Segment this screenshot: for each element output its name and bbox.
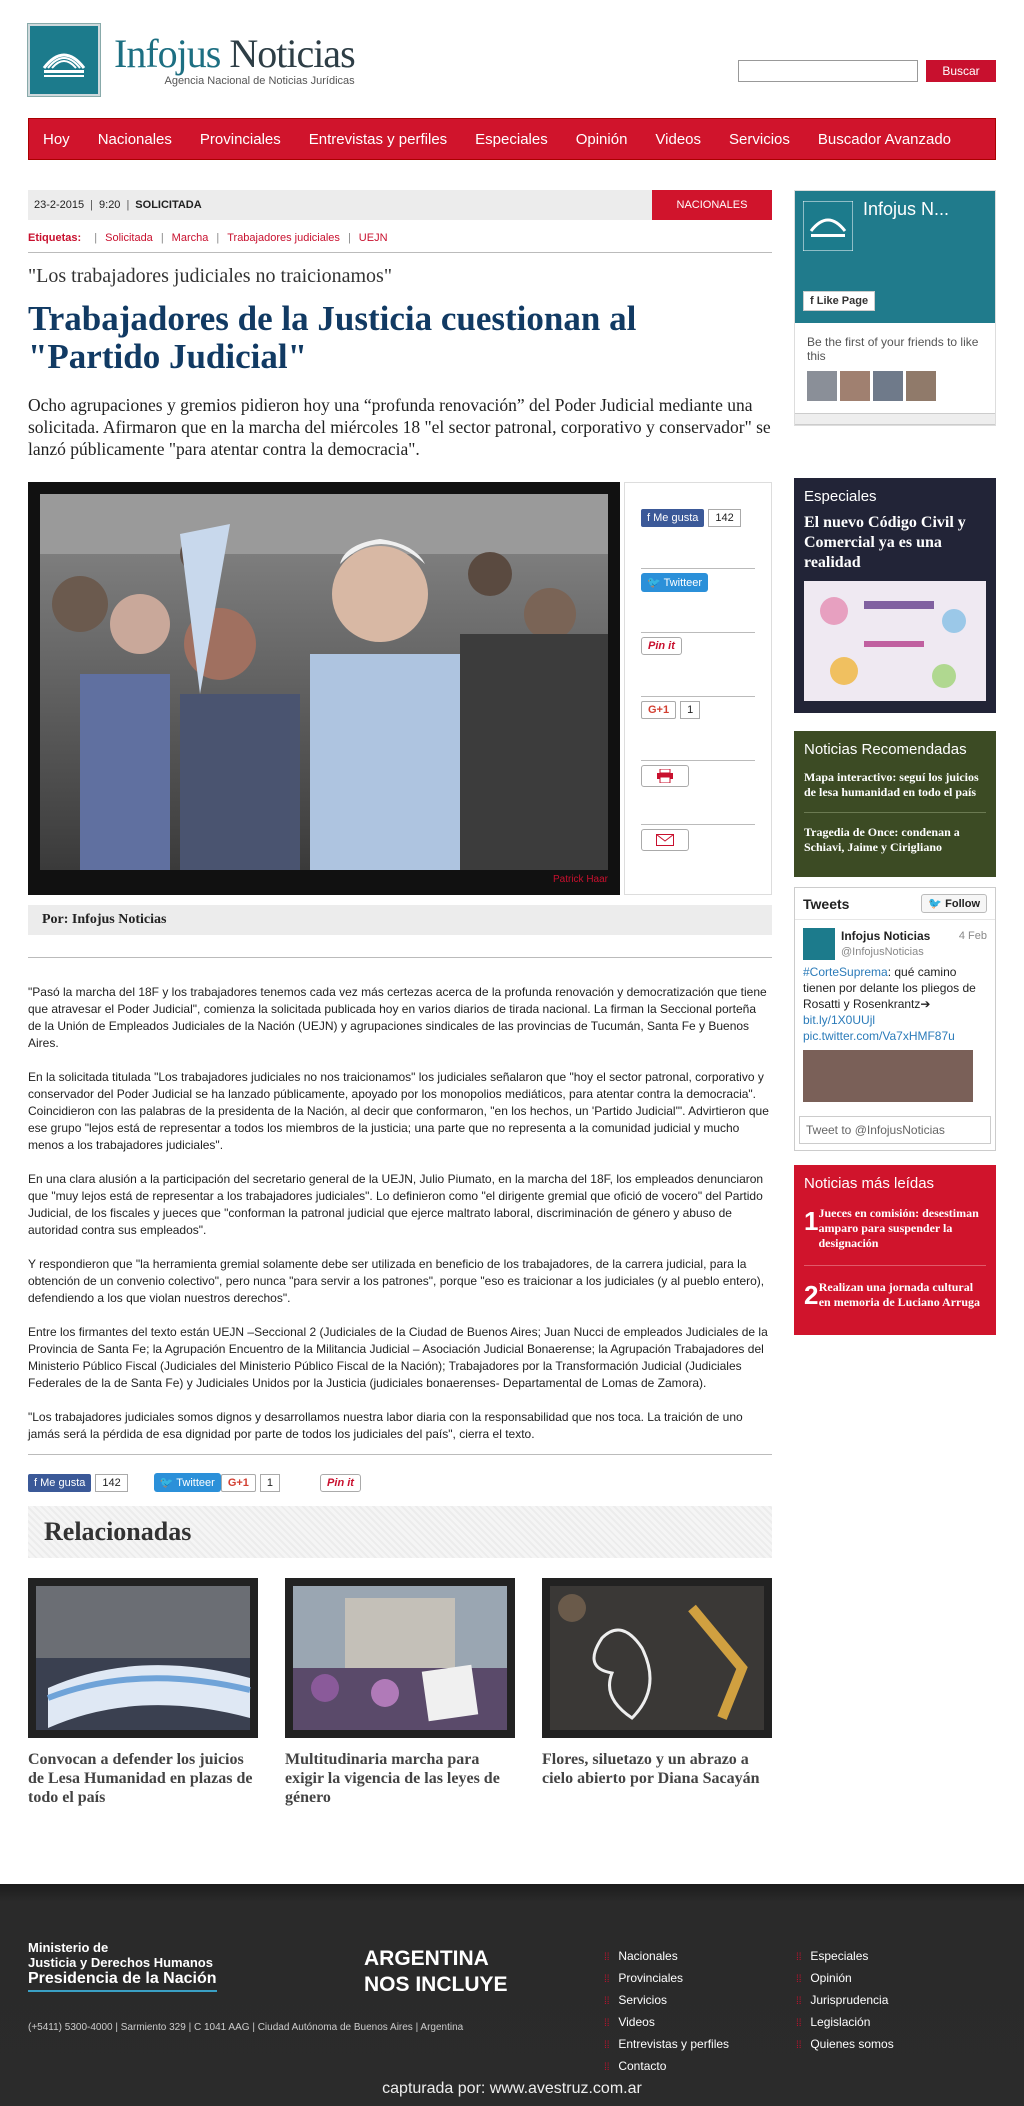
facebook-like-button[interactable] xyxy=(641,509,704,527)
gplus-count: 1 xyxy=(260,1474,280,1492)
article-date: 23-2-2015 xyxy=(34,199,85,211)
article-category-badge[interactable]: NACIONALES xyxy=(652,190,772,220)
article-tags: Etiquetas: | Solicitada | Marcha | Trabajadores judiciales | UEJN xyxy=(28,232,388,244)
footer-link[interactable]: ⁞⁞ Jurisprudencia xyxy=(796,1990,894,2012)
especiales-box xyxy=(794,478,996,713)
main-nav xyxy=(28,118,996,160)
tags-label: Etiquetas: xyxy=(28,232,82,244)
nav-buscador[interactable]: Buscador Avanzado xyxy=(817,130,952,148)
nav-nacionales[interactable]: Nacionales xyxy=(97,130,172,148)
recomendada-item[interactable]: Tragedia de Once: condenan a Schiavi, Jaime y Cirigliano xyxy=(804,825,960,854)
nav-entrevistas[interactable]: Entrevistas y perfiles xyxy=(308,130,448,148)
printer-icon xyxy=(657,769,673,783)
photo-credit: Patrick Haar xyxy=(552,874,608,885)
article-body xyxy=(28,984,772,1443)
follow-label: Follow xyxy=(945,898,980,910)
google-plus-button[interactable]: G+1 xyxy=(221,1474,256,1492)
twitter-bird-icon: 🐦 xyxy=(159,1477,174,1489)
related-item[interactable] xyxy=(285,1578,515,1807)
article-byline: Por: Infojus Noticias xyxy=(28,905,772,935)
related-thumbnail[interactable] xyxy=(28,1578,258,1738)
related-list xyxy=(28,1578,772,1807)
tweets-heading: Tweets xyxy=(803,895,850,912)
site-footer xyxy=(0,1884,1024,2106)
nav-servicios[interactable]: Servicios xyxy=(729,130,790,148)
footer-link[interactable]: ⁞⁞ Entrevistas y perfiles xyxy=(604,2034,729,2056)
facebook-page-widget xyxy=(794,190,996,426)
facebook-icon: f xyxy=(647,512,654,524)
tweet-media-image[interactable] xyxy=(803,1050,973,1102)
twitter-bird-icon: 🐦 xyxy=(928,898,943,910)
article-title: Trabajadores de la Justicia cuestionan al "Partido Judicial" xyxy=(28,299,637,376)
especiales-image[interactable] xyxy=(804,581,986,701)
envelope-icon xyxy=(656,834,674,846)
tweet-to-input[interactable]: Tweet to @InfojusNoticias xyxy=(799,1116,991,1144)
photo-crowd-image xyxy=(40,494,608,870)
related-title[interactable]: Multitudinaria marcha para exigir la vigencia de las leyes de género xyxy=(285,1751,500,1806)
related-thumbnail[interactable] xyxy=(542,1578,772,1738)
brand-second: Noticias xyxy=(229,30,355,76)
article-time: 9:20 xyxy=(99,199,121,211)
gplus-count: 1 xyxy=(680,701,700,719)
tweet-link[interactable]: bit.ly/1X0UUjl xyxy=(803,1013,876,1027)
capture-credit: capturada por: www.avestruz.com.ar xyxy=(382,2080,642,2097)
page-logo-icon xyxy=(803,201,853,251)
pinterest-button[interactable]: Pin it xyxy=(320,1474,361,1492)
especiales-title[interactable]: El nuevo Código Civil y Comercial ya es una realidad xyxy=(804,514,966,571)
tweet-link[interactable]: pic.twitter.com/Va7xHMF87u xyxy=(803,1029,955,1043)
tag-link[interactable]: Solicitada xyxy=(105,232,153,244)
footer-links-col2 xyxy=(796,1946,894,2056)
nav-videos[interactable]: Videos xyxy=(655,130,702,148)
mas-leidas-heading: Noticias más leídas xyxy=(804,1175,935,1192)
footer-link[interactable]: ⁞⁞ Videos xyxy=(604,2012,729,2034)
fb-like-label: Me gusta xyxy=(653,512,699,524)
article-paragraph: En la solicitada titulada "Los trabajadores judiciales no nos traicionamos" los judiciales señalaron que "hoy el sector patronal, corporativo y conservador del Poder Judicial se ha lanzado públicamente, apoyado por los monopolios mediáticos, para atentar contra la democracia". Coincidieron con las palabras de la presidenta de la Nación, al decir que conformaron, "en los hechos, un 'Partido Judicial'". Advirtieron que ese grupo "lejos está de representar a todos los miembros de la justicia; una parte que no representa a la comunidad judicial y mucho menos a los trabajadores judiciales". xyxy=(28,1070,769,1152)
brand-subtitle: Agencia Nacional de Noticias Jurídicas xyxy=(164,74,355,87)
avatar[interactable] xyxy=(840,371,870,401)
especiales-heading: Especiales xyxy=(804,488,877,505)
tweet-item xyxy=(795,920,995,1110)
footer-link[interactable]: ⁞⁞ Especiales xyxy=(796,1946,894,1968)
avatar[interactable] xyxy=(873,371,903,401)
nav-hoy[interactable]: Hoy xyxy=(43,130,70,148)
related-heading: Relacionadas xyxy=(28,1506,772,1558)
fb-like-label: Me gusta xyxy=(40,1476,86,1489)
brand-main: Infojus xyxy=(114,30,221,76)
article-paragraph: En una clara alusión a la participación del secretario general de la UEJN, Julio Piumato, en la marcha del 18F, los empleados denunciaron que "muy lejos está de representar a los trabajadores judiciales". Lo definieron como "el dirigente gremial que ofició de vocero" del Partido Judicial, de los fiscales y jueces que "conforman la patronal judicial que ejerce maltrato laboral, discriminación de género y abuso de autoridad contra sus empleados". xyxy=(28,1172,764,1237)
search-form xyxy=(738,60,996,82)
mas-leida-item[interactable]: Jueces en comisión: desestiman amparo para suspender la designación xyxy=(818,1206,979,1250)
tweet-text: : qué camino tienen por delante los pliegos de Rosatti y Rosenkrantz➔ xyxy=(803,965,976,1011)
fb-friends-text xyxy=(795,323,995,413)
article-paragraph: "Los trabajadores judiciales somos dignos y desarrollamos nuestra labor diaria con la responsabilidad que nos toca. La traición de uno jamás será la pérdida de esa dignidad por parte de todos los judiciales del país", cierra el texto. xyxy=(28,1410,743,1441)
logo-emblem-icon xyxy=(28,24,100,96)
article-paragraph: Entre los firmantes del texto están UEJN –Seccional 2 (Judiciales de la Ciudad de Buenos Aires; Juan Nucci de empleados Judiciales de la Provincia de Santa Fe; la Agrupación Encuentro de la Militancia Judicial – Asociación Judicial Bonaerense; la Agrupación Trabajadores del Ministerio Público Fiscal (Judiciales del Ministerio Público Fiscal de la Nación); Trabajadores por la Transformación Judicial (Judiciales Federales de la de Santa Fe) y Judiciales Unidos por la Justicia (judiciales bonaerenses- Departamental de Lomas de Zamora). xyxy=(28,1325,768,1390)
fb-page-header[interactable] xyxy=(795,191,995,323)
facebook-like-button[interactable] xyxy=(28,1474,91,1492)
footer-link[interactable]: ⁞⁞ Quienes somos xyxy=(796,2034,894,2056)
tweet-user[interactable]: Infojus Noticias xyxy=(841,929,931,943)
site-header xyxy=(28,0,996,118)
tag-link[interactable]: Trabajadores judiciales xyxy=(227,232,340,244)
tag-link[interactable]: Marcha xyxy=(171,232,209,244)
share-sidebar xyxy=(624,482,772,895)
footer-address: (+5411) 5300-4000 | Sarmiento 329 | C 1041 AAG | Ciudad Autónoma de Buenos Aires | Argentina xyxy=(28,2022,464,2033)
article-photo xyxy=(28,482,620,895)
ministry-line2: Justicia y Derechos Humanos xyxy=(28,1955,213,1970)
article-lead: Ocho agrupaciones y gremios pidieron hoy una “profunda renovación” del Poder Judicial mediante una solicitada. Afirmaron que en la marcha del miércoles 18 "el sector patronal, corporativo y conservador" se lanzó públicamente "para atentar contra la democracia". xyxy=(28,395,771,459)
argentina-line2: NOS INCLUYE xyxy=(364,1973,508,1996)
avatar[interactable] xyxy=(803,928,835,960)
footer-links-col1 xyxy=(604,1946,729,2078)
related-item[interactable] xyxy=(28,1578,258,1807)
fb-friend-avatars xyxy=(807,371,983,401)
divider xyxy=(28,957,772,958)
article-paragraph: Y respondieron que "la herramienta gremial solamente debe ser utilizada en beneficio de los trabajadores, de la carrera judicial, para la obtención de un convenio colectivo", pero nunca "para servir a los patrones", porque "eso es traicionar a los judiciales (y al pueblo entero), defendiendo a los que violan nuestros derechos". xyxy=(28,1257,765,1305)
avatar[interactable] xyxy=(906,371,936,401)
twitter-share-button[interactable] xyxy=(641,573,708,592)
mas-leida-item[interactable]: Realizan una jornada cultural en memoria de Luciano Arruga xyxy=(818,1280,981,1309)
pinterest-button[interactable]: Pin it xyxy=(641,637,682,655)
footer-link[interactable]: ⁞⁞ Servicios xyxy=(604,1990,729,2012)
rank-number: 1 xyxy=(804,1206,819,1236)
nav-provinciales[interactable]: Provinciales xyxy=(199,130,281,148)
search-input[interactable] xyxy=(738,60,918,82)
tweet-handle[interactable]: @InfojusNoticias xyxy=(841,946,924,958)
footer-link[interactable]: ⁞⁞ Legislación xyxy=(796,2012,894,2034)
sidebar xyxy=(794,190,996,1807)
facebook-icon: f xyxy=(34,1476,41,1489)
related-title[interactable]: Flores, siluetazo y un abrazo a cielo abierto por Diana Sacayán xyxy=(542,1751,760,1787)
recomendadas-heading: Noticias Recomendadas xyxy=(804,741,967,758)
argentina-line1: ARGENTINA xyxy=(364,1947,489,1970)
print-button[interactable] xyxy=(641,765,689,787)
fb-like-count: 142 xyxy=(95,1474,127,1492)
site-logo[interactable] xyxy=(28,24,355,96)
share-bar-bottom xyxy=(28,1473,772,1492)
article-section: SOLICITADA xyxy=(135,199,202,211)
article-paragraph: "Pasó la marcha del 18F y los trabajadores tenemos cada vez más certezas acerca de la profunda renovación y democratización que tiene que atravesar el Poder Judicial", comienza la solicitada publicada hoy en varios diarios de tirada nacional. La firman la Seccional porteña de la Unión de Empleados Judiciales de la Nación (UEJN) y agrupaciones sindicales de las provincias de Tucumán, Santa Fe y Buenos Aires. xyxy=(28,985,767,1050)
tw-label: Twitteer xyxy=(176,1477,215,1489)
recomendadas-box xyxy=(794,731,996,877)
tw-label: Twitteer xyxy=(663,577,703,589)
divider xyxy=(28,252,772,253)
horizontal-scrollbar[interactable] xyxy=(795,413,995,425)
fb-like-count: 142 xyxy=(708,509,740,527)
search-button[interactable]: Buscar xyxy=(926,60,996,82)
article-main xyxy=(28,190,772,1807)
tweet-date[interactable]: 4 Feb xyxy=(958,930,987,942)
twitter-share-button[interactable] xyxy=(154,1473,221,1492)
google-plus-button[interactable]: G+1 xyxy=(641,701,676,719)
ministry-line3: Presidencia de la Nación xyxy=(28,1970,217,1992)
tag-link[interactable]: UEJN xyxy=(358,232,388,244)
related-item[interactable] xyxy=(542,1578,772,1807)
argentina-logo xyxy=(364,1946,508,1998)
rank-number: 2 xyxy=(804,1280,819,1310)
footer-link[interactable]: ⁞⁞ Nacionales xyxy=(604,1946,729,1968)
related-title[interactable]: Convocan a defender los juicios de Lesa Humanidad en plazas de todo el país xyxy=(28,1751,253,1806)
related-thumbnail[interactable] xyxy=(285,1578,515,1738)
tweet-hashtag[interactable]: #CorteSuprema xyxy=(803,965,888,979)
recomendada-item[interactable]: Mapa interactivo: seguí los juicios de lesa humanidad en todo el país xyxy=(804,758,986,813)
nav-opinion[interactable]: Opinión xyxy=(575,130,628,148)
twitter-follow-button[interactable] xyxy=(921,894,987,913)
fb-like-page-button[interactable] xyxy=(803,291,875,311)
twitter-widget xyxy=(794,887,996,1151)
footer-link[interactable]: ⁞⁞ Opinión xyxy=(796,1968,894,1990)
fb-page-title[interactable]: Infojus N... xyxy=(863,199,950,219)
article-kicker: "Los trabajadores judiciales no traicionamos" xyxy=(28,265,392,287)
avatar[interactable] xyxy=(807,371,837,401)
twitter-bird-icon: 🐦 xyxy=(647,577,661,589)
footer-link[interactable]: ⁞⁞ Provinciales xyxy=(604,1968,729,1990)
ministry-line1: Ministerio de xyxy=(28,1940,109,1955)
fb-like-page-label: Like Page xyxy=(816,295,869,307)
footer-link[interactable]: ⁞⁞ Contacto xyxy=(604,2056,729,2078)
nav-especiales[interactable]: Especiales xyxy=(475,130,548,148)
facebook-icon: f xyxy=(810,295,817,307)
email-button[interactable] xyxy=(641,829,689,851)
ministry-logo[interactable] xyxy=(28,1940,217,1992)
divider xyxy=(28,1454,772,1455)
article-meta-bar: 23-2-2015 | 9:20 | SOLICITADA NACIONALES xyxy=(28,190,772,220)
mas-leidas-box xyxy=(794,1165,996,1335)
fb-friends-label: Be the first of your friends to like this xyxy=(807,335,979,363)
